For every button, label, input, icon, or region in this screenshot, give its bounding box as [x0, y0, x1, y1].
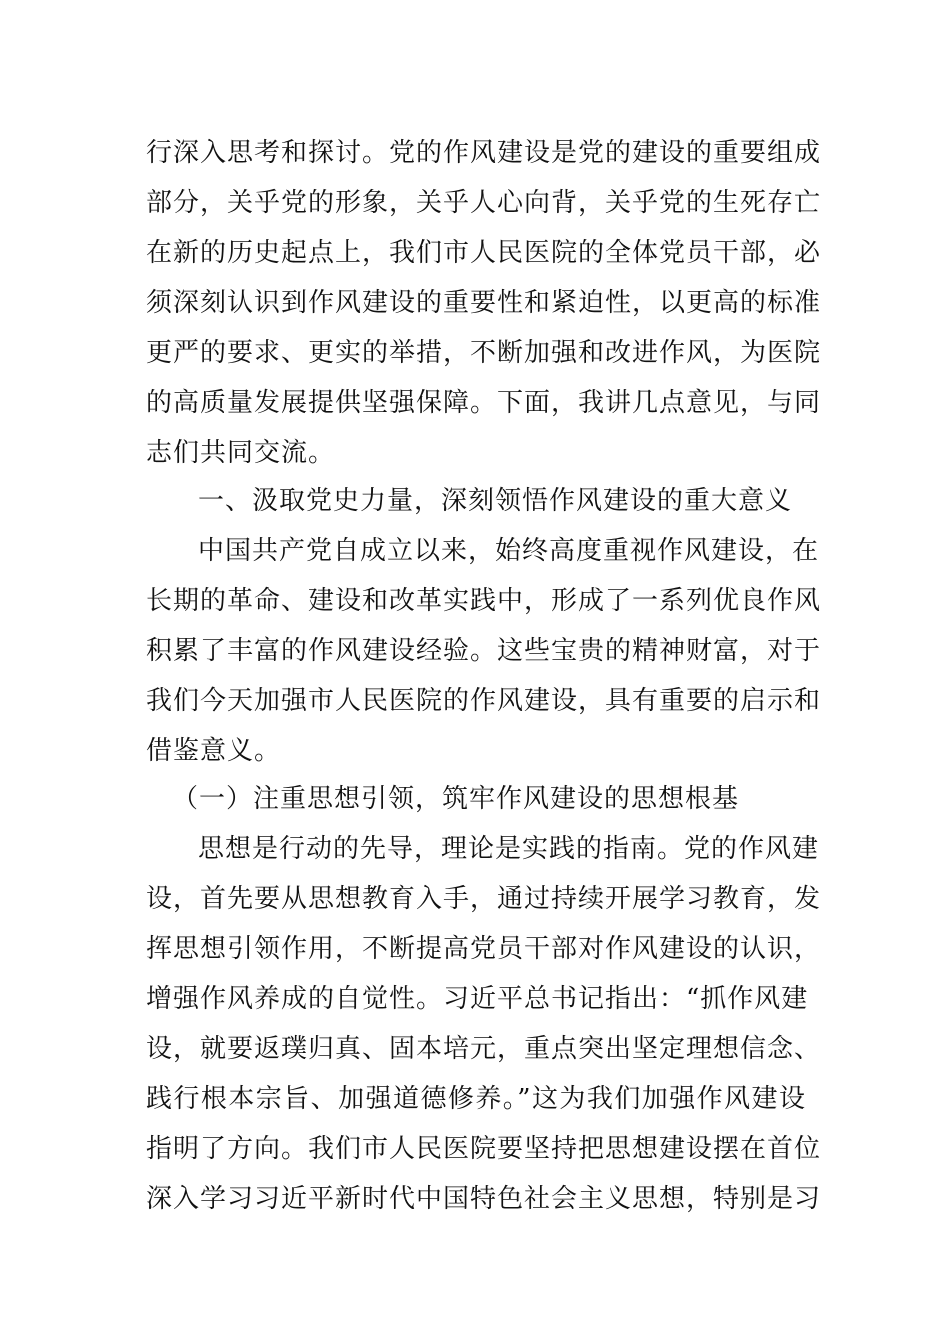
body-text-line: 思想是行动的先导，理论是实践的指南。党的作风建 [198, 834, 820, 864]
body-text-line: 我们今天加强市人民医院的作风建设，具有重要的启示和 [146, 686, 822, 716]
body-text-line: 增强作风养成的自觉性。习近平总书记指出：“抓作风建 [146, 984, 809, 1014]
body-text-line: 须深刻认识到作风建设的重要性和紧迫性，以更高的标准 [146, 288, 822, 318]
body-text-line: 更严的要求、更实的举措，不断加强和改进作风，为医院 [146, 338, 822, 368]
body-text-line: 深入学习习近平新时代中国特色社会主义思想，特别是习 [146, 1184, 822, 1214]
body-text-line: 行深入思考和探讨。党的作风建设是党的建设的重要组成 [146, 138, 822, 168]
body-text-line: 长期的革命、建设和改革实践中，形成了一系列优良作风 [146, 586, 822, 616]
body-text-line: 志们共同交流。 [146, 438, 336, 468]
body-text-line: 指明了方向。我们市人民医院要坚持把思想建设摆在首位 [146, 1134, 822, 1164]
section-heading: 一、汲取党史力量，深刻领悟作风建设的重大意义 [198, 486, 793, 516]
body-text-line: 设，就要返璞归真、固本培元，重点突出坚定理想信念、 [146, 1034, 822, 1064]
body-text-line: 的高质量发展提供坚强保障。下面，我讲几点意见，与同 [146, 388, 822, 418]
body-text-line: 积累了丰富的作风建设经验。这些宝贵的精神财富，对于 [146, 636, 822, 666]
body-text-line: 中国共产党自成立以来，始终高度重视作风建设，在 [198, 536, 820, 566]
body-text-line: 设，首先要从思想教育入手，通过持续开展学习教育，发 [146, 884, 822, 914]
body-text-line: 践行根本宗旨、加强道德修养。”这为我们加强作风建设 [146, 1084, 806, 1114]
subsection-heading: （一）注重思想引领，筑牢作风建设的思想根基 [172, 784, 740, 814]
body-text-line: 部分，关乎党的形象，关乎人心向背，关乎党的生死存亡 [146, 188, 822, 218]
body-text-line: 借鉴意义。 [146, 736, 282, 766]
body-text-line: 挥思想引领作用，不断提高党员干部对作风建设的认识， [146, 934, 822, 964]
body-text-line: 在新的历史起点上，我们市人民医院的全体党员干部，必 [146, 238, 822, 268]
